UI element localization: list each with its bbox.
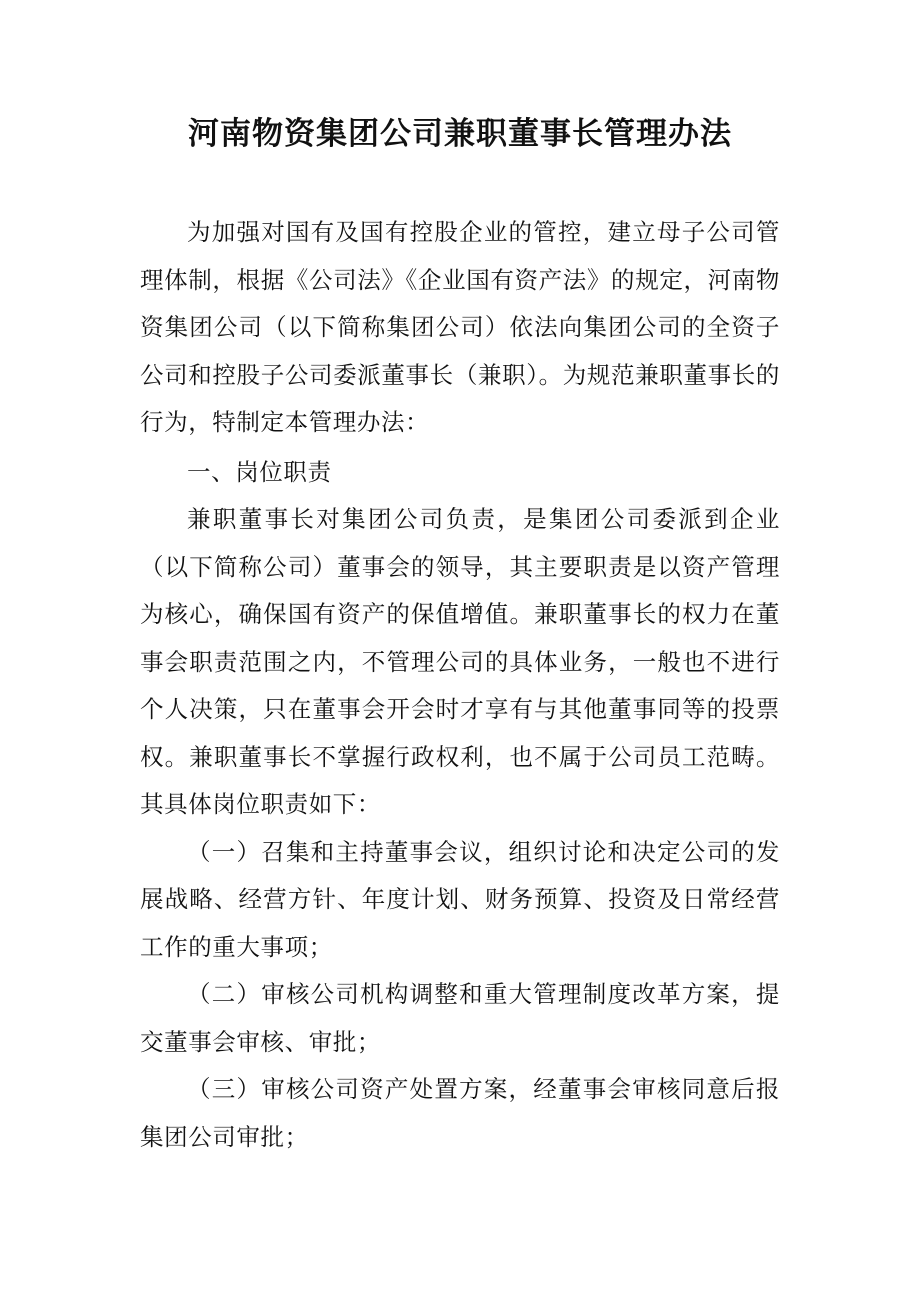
section-heading: 一、岗位职责 xyxy=(187,457,332,486)
document-title: 河南物资集团公司兼职董事长管理办法 xyxy=(188,116,732,152)
document-body xyxy=(140,209,780,1161)
intro-paragraph: 为加强对国有及国有控股企业的管控，建立母子公司管理体制，根据《公司法》《企业国有资产法》的规定，河南物资集团公司（以下简称集团公司）依法向集团公司的全资子公司和控股子公司委派董事长（兼职）。为规范兼职董事长的行为，特制定本管理办法： xyxy=(140,218,780,436)
list-item-2: （二）审核公司机构调整和重大管理制度改革方案，提交董事会审核、审批； xyxy=(140,980,780,1056)
list-item-1: （一）召集和主持董事会议，组织讨论和决定公司的发展战略、经营方针、年度计划、财务预算、投资及日常经营工作的重大事项； xyxy=(140,837,780,961)
list-item-3: （三）审核公司资产处置方案，经董事会审核同意后报集团公司审批； xyxy=(140,1075,780,1151)
section-body-paragraph: 兼职董事长对集团公司负责，是集团公司委派到企业（以下简称公司）董事会的领导，其主要职责是以资产管理为核心，确保国有资产的保值增值。兼职董事长的权力在董事会职责范围之内，不管理公司的具体业务，一般也不进行个人决策，只在董事会开会时才享有与其他董事同等的投票权。兼职董事长不掌握行政权利，也不属于公司员工范畴。其具体岗位职责如下： xyxy=(140,505,780,818)
